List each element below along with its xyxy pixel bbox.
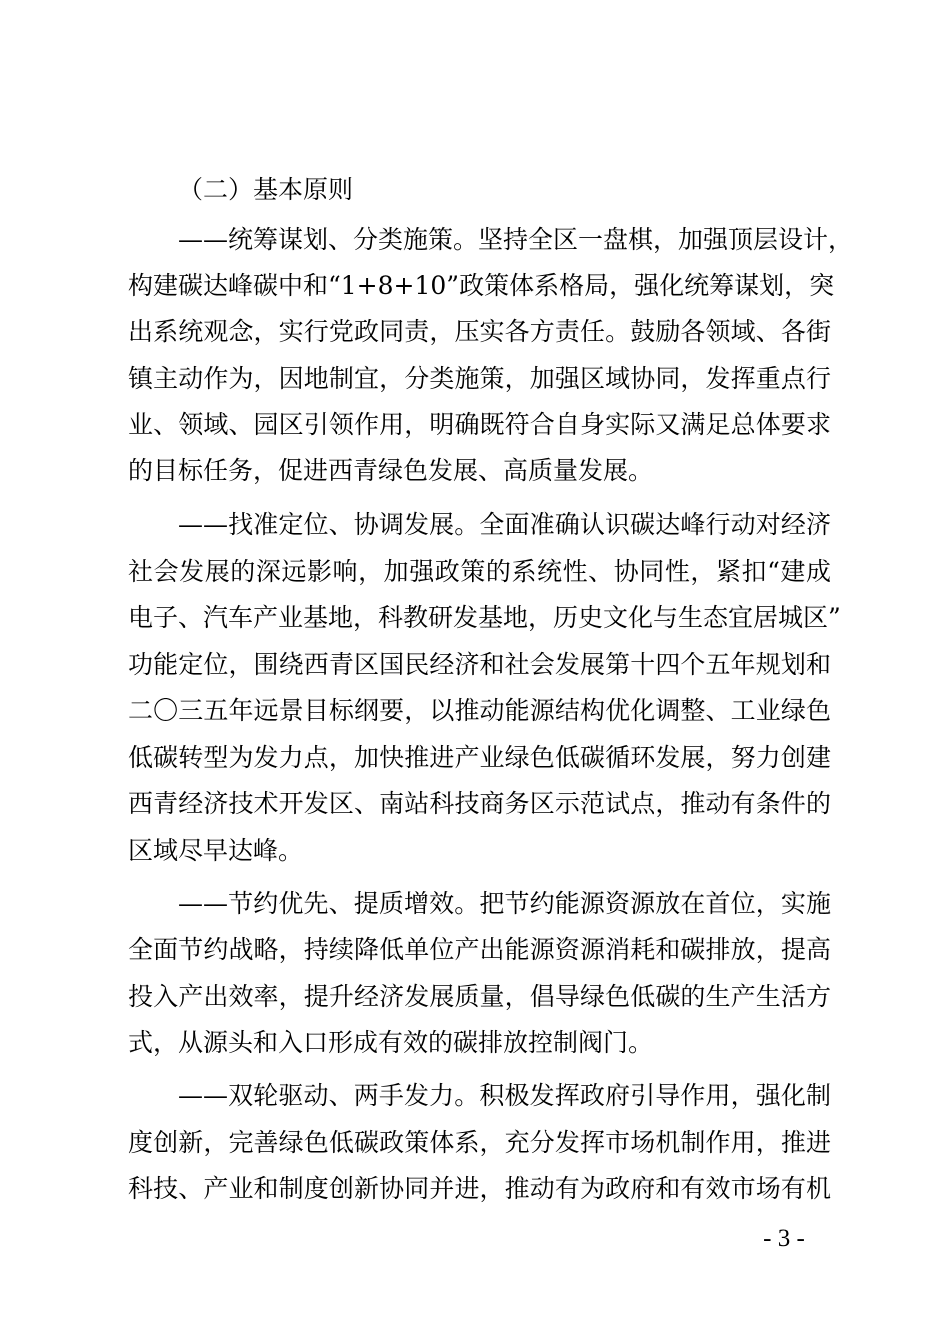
paragraph-line: 业、领域、园区引领作用，明确既符合自身实际又满足总体要求 [128,410,831,439]
paragraph-line: 投入产出效率，提升经济发展质量，倡导绿色低碳的生产生活方 [128,982,831,1011]
paragraph-line: 电子、汽车产业基地，科教研发基地，历史文化与生态宜居城区” [128,603,841,632]
paragraph-line: 构建碳达峰碳中和“1+8+10”政策体系格局，强化统筹谋划，突 [128,271,835,300]
paragraph-line: 二〇三五年远景目标纲要，以推动能源结构优化调整、工业绿色 [128,696,831,725]
paragraph-line: 镇主动作为，因地制宜，分类施策，加强区域协同，发挥重点行 [128,364,831,393]
paragraph-line: 区域尽早达峰。 [128,836,304,865]
paragraph-line: 出系统观念，实行党政同责，压实各方责任。鼓励各领域、各街 [128,317,831,346]
paragraph-line: 科技、产业和制度创新协同并进，推动有为政府和有效市场有机 [128,1174,831,1203]
paragraph-line: ——节约优先、提质增效。把节约能源资源放在首位，实施 [178,889,831,918]
paragraph-line: 的目标任务，促进西青绿色发展、高质量发展。 [128,456,654,485]
page-number: - 3 - [763,1225,805,1252]
paragraph-line: 低碳转型为发力点，加快推进产业绿色低碳循环发展，努力创建 [128,743,831,772]
paragraph-line: ——找准定位、协调发展。全面准确认识碳达峰行动对经济 [178,510,831,539]
paragraph-line: ——统筹谋划、分类施策。坚持全区一盘棋，加强顶层设计， [178,225,854,254]
section-heading: （二）基本原则 [178,175,354,204]
paragraph-line: 式，从源头和入口形成有效的碳排放控制阀门。 [128,1028,654,1057]
paragraph-line: 全面节约战略，持续降低单位产出能源资源消耗和碳排放，提高 [128,935,831,964]
paragraph-line: 功能定位，围绕西青区国民经济和社会发展第十四个五年规划和 [128,650,831,679]
paragraph-line: 社会发展的深远影响，加强政策的系统性、协同性，紧扣“建成 [128,557,831,586]
paragraph-line: ——双轮驱动、两手发力。积极发挥政府引导作用，强化制 [178,1081,831,1110]
paragraph-line: 西青经济技术开发区、南站科技商务区示范试点，推动有条件的 [128,789,831,818]
paragraph-line: 度创新，完善绿色低碳政策体系，充分发挥市场机制作用，推进 [128,1128,831,1157]
